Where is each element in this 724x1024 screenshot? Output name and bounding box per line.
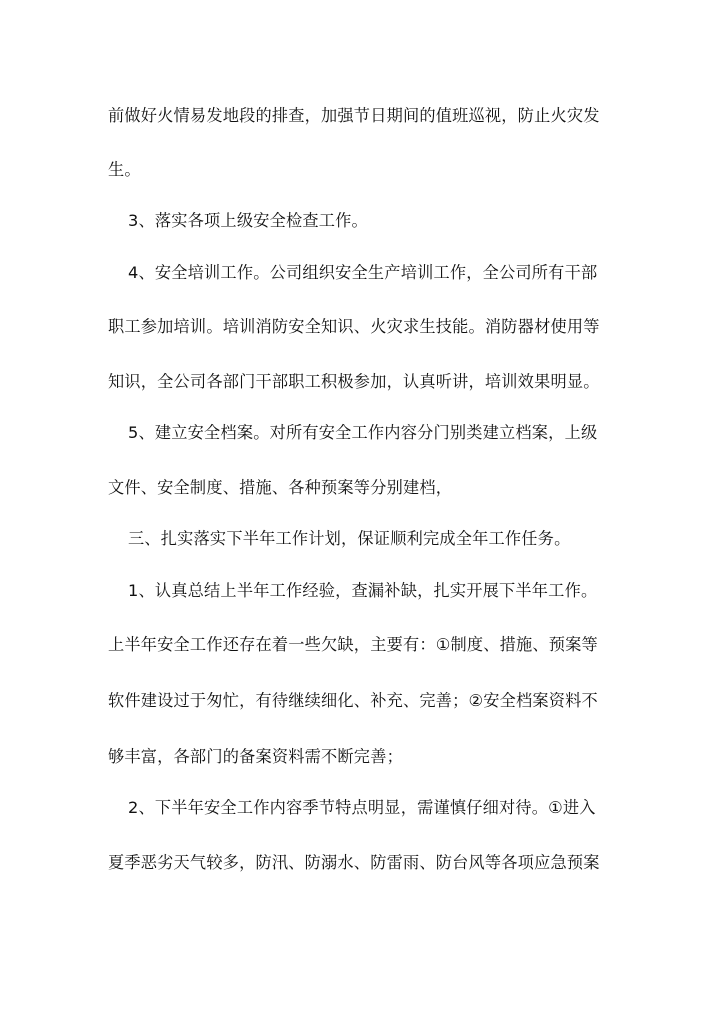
paragraph-line: 夏季恶劣天气较多，防汛、防溺水、防雷雨、防台风等各项应急预案 (108, 853, 600, 872)
paragraph-line: 前做好火情易发地段的排查，加强节日期间的值班巡视，防止火灾发 (108, 106, 600, 125)
paragraph-line: 上半年安全工作还存在着一些欠缺，主要有：①制度、措施、预案等 (108, 635, 598, 654)
paragraph-line: 够丰富，各部门的备案资料需不断完善； (108, 747, 403, 766)
paragraph-line: 生。 (108, 160, 141, 179)
paragraph-line: 知识，全公司各部门干部职工积极参加，认真听讲，培训效果明显。 (108, 372, 600, 391)
paragraph-line: 2、下半年安全工作内容季节特点明显，需谨慎仔细对待。①进入 (128, 798, 596, 817)
paragraph-line: 职工参加培训。培训消防安全知识、火灾求生技能。消防器材使用等 (108, 317, 600, 336)
paragraph-line: 5、建立安全档案。对所有安全工作内容分门别类建立档案，上级 (128, 423, 598, 442)
paragraph-line: 4、安全培训工作。公司组织安全生产培训工作，全公司所有干部 (128, 263, 598, 282)
section-heading: 三、扎实落实下半年工作计划，保证顺利完成全年工作任务。 (128, 529, 571, 548)
paragraph-line: 1、认真总结上半年工作经验，查漏补缺，扎实开展下半年工作。 (128, 581, 598, 600)
paragraph-line: 文件、安全制度、措施、各种预案等分别建档， (108, 478, 453, 497)
paragraph-line: 3、落实各项上级安全检查工作。 (128, 211, 368, 230)
paragraph-line: 软件建设过于匆忙，有待继续细化、补充、完善；②安全档案资料不 (108, 691, 598, 710)
